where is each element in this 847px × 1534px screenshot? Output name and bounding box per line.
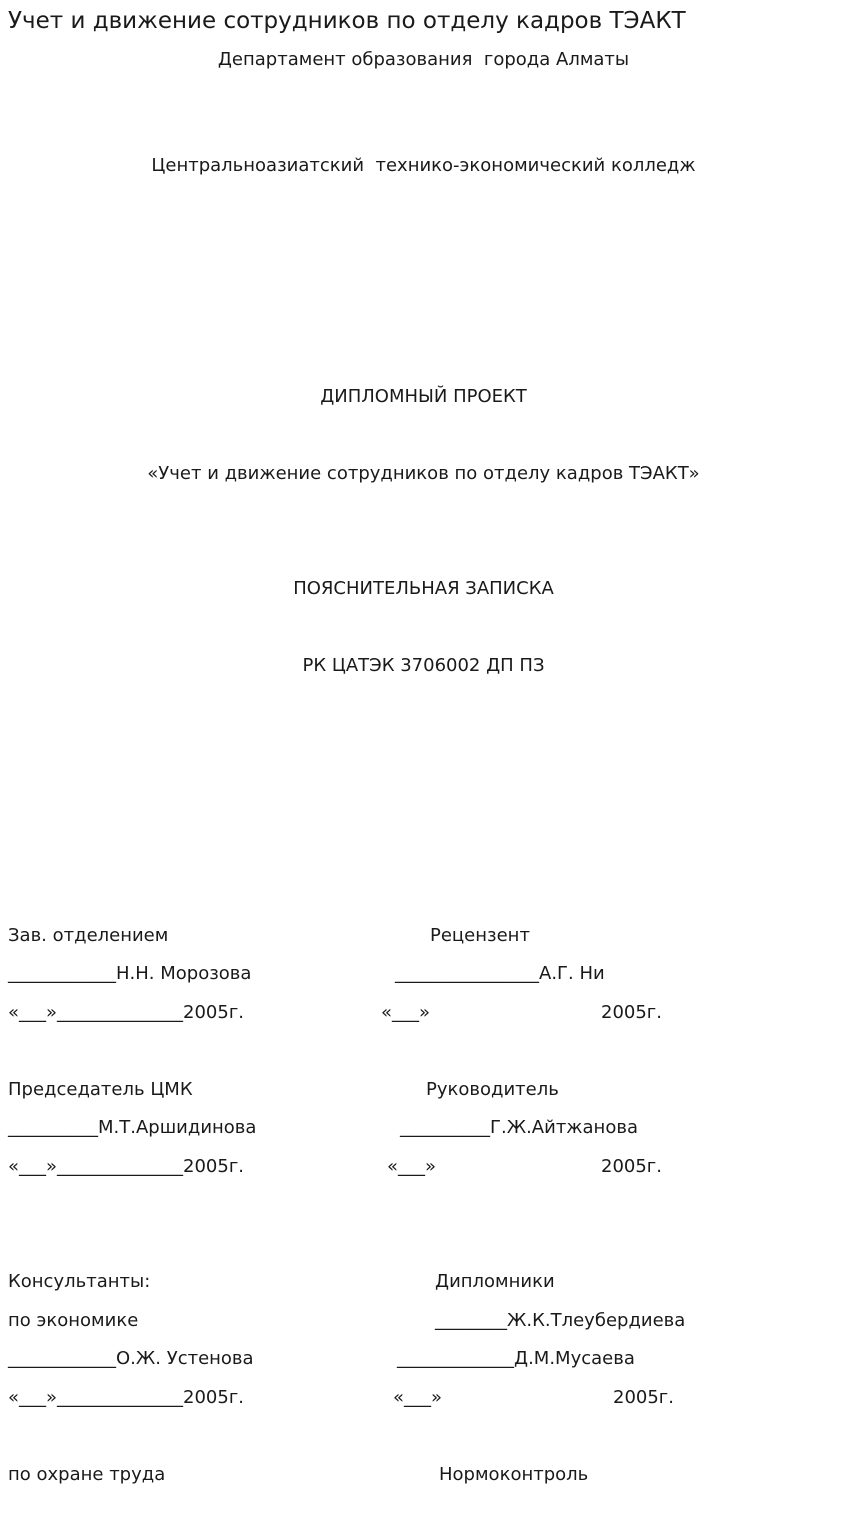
consultant-safety-label: по охране труда bbox=[8, 1464, 166, 1485]
students-role: Дипломники bbox=[435, 1271, 555, 1292]
head-of-dept-role: Зав. отделением bbox=[8, 925, 169, 946]
head-of-dept-date: «___»______________2005г. bbox=[8, 1002, 245, 1023]
consultant-signature: ____________О.Ж. Устенова bbox=[8, 1348, 254, 1369]
chairman-date: «___»______________2005г. bbox=[8, 1156, 245, 1177]
supervisor-date-day: «___» bbox=[387, 1156, 437, 1177]
head-of-dept-signature: ____________Н.Н. Морозова bbox=[8, 963, 252, 984]
project-name: «Учет и движение сотрудников по отделу кадров ТЭАКТ» bbox=[147, 463, 700, 484]
note-type-heading: ПОЯСНИТЕЛЬНАЯ ЗАПИСКА bbox=[293, 578, 554, 599]
consultants-role: Консультанты: bbox=[8, 1271, 151, 1292]
department-name: Департамент образования города Алматы bbox=[217, 49, 630, 70]
reviewer-role: Рецензент bbox=[430, 925, 530, 946]
reviewer-date-day: «___» bbox=[381, 1002, 431, 1023]
college-name: Центральноазиатский технико-экономический колледж bbox=[151, 155, 696, 176]
supervisor-signature: __________Г.Ж.Айтжанова bbox=[400, 1117, 638, 1138]
reviewer-signature: ________________А.Г. Ни bbox=[395, 963, 605, 984]
document-title: Учет и движение сотрудников по отделу кадров ТЭАКТ bbox=[8, 8, 686, 34]
consultant-economics-label: по экономике bbox=[8, 1310, 139, 1331]
document-code: РК ЦАТЭК 3706002 ДП ПЗ bbox=[302, 655, 545, 676]
chairman-role: Председатель ЦМК bbox=[8, 1079, 193, 1100]
consultant-date: «___»______________2005г. bbox=[8, 1387, 245, 1408]
supervisor-date-year: 2005г. bbox=[601, 1156, 662, 1177]
norm-control-role: Нормоконтроль bbox=[439, 1464, 589, 1485]
student-signature-2: _____________Д.М.Мусаева bbox=[397, 1348, 635, 1369]
students-date-year: 2005г. bbox=[613, 1387, 674, 1408]
supervisor-role: Руководитель bbox=[426, 1079, 559, 1100]
student-signature-1: ________Ж.К.Тлеубердиева bbox=[435, 1310, 686, 1331]
project-type-heading: ДИПЛОМНЫЙ ПРОЕКТ bbox=[320, 386, 527, 407]
students-date-day: «___» bbox=[393, 1387, 443, 1408]
reviewer-date-year: 2005г. bbox=[601, 1002, 662, 1023]
chairman-signature: __________М.Т.Аршидинова bbox=[8, 1117, 257, 1138]
